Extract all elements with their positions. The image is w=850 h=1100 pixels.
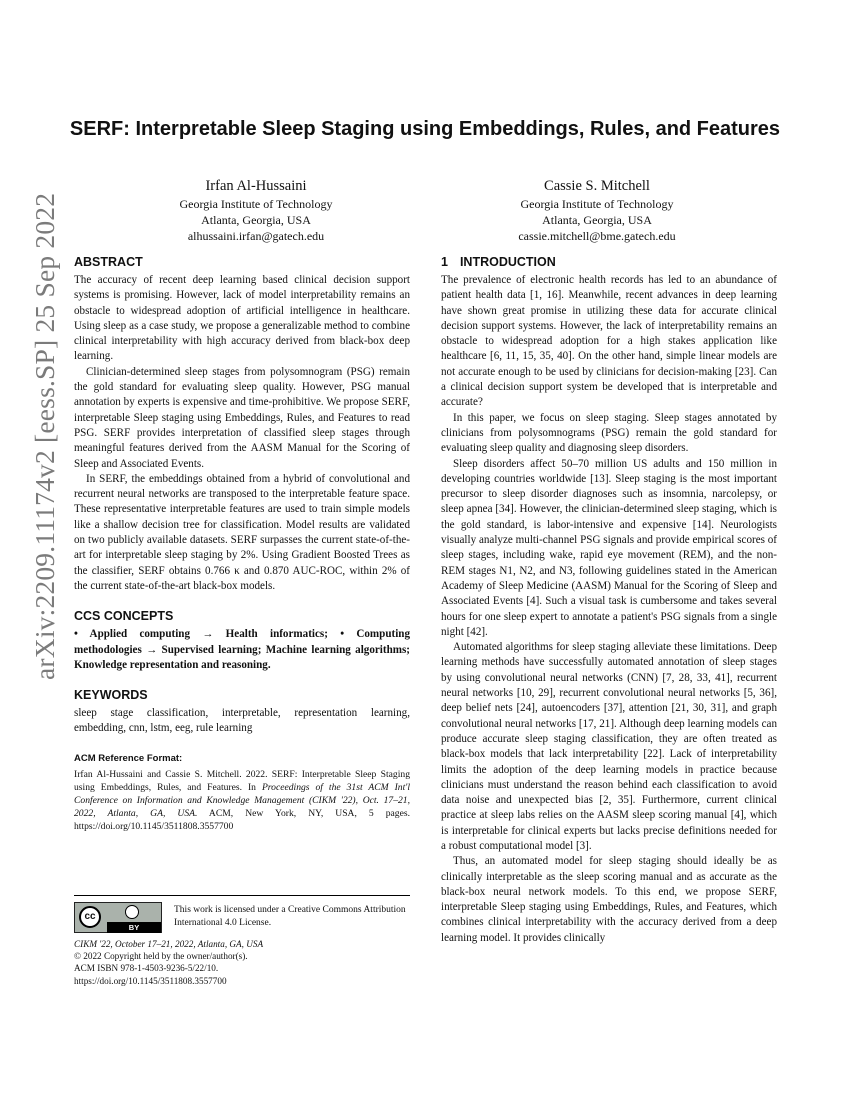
author-2 [437, 176, 757, 244]
license-text: This work is licensed under a Creative Commons Attribution International 4.0 License. [174, 905, 406, 928]
introduction-paragraph: Automated algorithms for sleep staging alleviate these limitations. Deep learning methods have successfully automated annotation of sleep stages by using convolutional neural networks (CNN) [7, 28, 33, 41], recurrent neural networks [10, 29], recurrent convolutional neural networks [5, 36], deep belief nets [24], autoencoders [37], attention [21, 30, 31], and graph convolutional neural networks [17, 21]. Although deep learning models can produce accurate sleep staging classification, they are often treated as black-box models that lack interpretability [22]. Lack of interpretability limits the adoption of the deep learning models in practice because clinicians must understand the reason behind each classification to avoid data noise and unexpected bias [2, 35]. Furthermore, current clinical practice at sleep labs relies on the AASM sleep scoring manual [4], which is interpretable for clinical experts but lacks precise definitions needed for a robust computational model [3]. [441, 641, 777, 852]
author-1 [96, 176, 416, 244]
introduction-paragraph: Thus, an automated model for sleep staging should ideally be as clinically interpretable as the sleep scoring manual and as accurate as the black-box neural network models. To this end, we propose SERF, interpretable Sleep staging using Embeddings, Rules, and Features, which combines clinical interpretability with the accuracy derived from a deep learning model. It provides clinically [441, 855, 777, 944]
abstract-heading: ABSTRACT [74, 255, 143, 269]
author-affiliation: Georgia Institute of Technology [520, 197, 674, 211]
keywords-text: sleep stage classification, interpretable, representation learning, embedding, cnn, lstm, eeg, rule learning [74, 707, 410, 735]
author-email: cassie.mitchell@bme.gatech.edu [518, 229, 676, 243]
copyright-line: © 2022 Copyright held by the owner/author(s). [74, 951, 248, 962]
introduction-paragraph: Sleep disorders affect 50–70 million US adults and 150 million in developing countries worldwide [13]. Sleep staging is the most important precursor to sleep disorder diagnoses such as insomnia, narcolepsy, or sleep apnea [34]. However, the clinician-determined sleep staging, which is the gold standard, is labor-intensive and expensive [14]. Neurologists visually analyze multi-channel PSG signals and provide empirical scores of sleep stages, including wake, rapid eye movement (REM), and the non-REM stages N1, N2, and N3, following guidelines stated in the American Academy of Sleep Medicine (AASM) Manual for the Scoring of Sleep and Associated Events [4]. Such a visual task is cumbersome and takes several hours for one sleep expert to annotate a patient's PSG signals from a single night [42]. [441, 457, 777, 638]
introduction-paragraph: In this paper, we focus on sleep staging. Sleep stages annotated by clinicians from polysomnograms (PSG) remain the gold standard for evaluating sleep quality and diagnosing sleep disorders. [441, 411, 777, 455]
author-affiliation: Georgia Institute of Technology [179, 197, 333, 211]
isbn-line: ACM ISBN 978-1-4503-9236-5/22/10. [74, 963, 219, 974]
by-label: BY [107, 922, 161, 933]
author-name: Irfan Al-Hussaini [205, 178, 307, 194]
creative-commons-badge[interactable] [74, 902, 162, 933]
abstract-paragraph: Clinician-determined sleep stages from polysomnogram (PSG) remain the gold standard for evaluating sleep quality. However, PSG manual annotation by experts is expensive and time-prohibitive. We propose SERF, interpretable Sleep staging using Embeddings, Rules, and Features to read PSG. SERF provides interpretation of classified sleep stages through meaningful features derived from the AASM Manual for the Scoring of Sleep and Associated Events. [74, 365, 410, 470]
attribution-person-icon [125, 905, 139, 919]
abstract-paragraph: The accuracy of recent deep learning based clinical decision support systems is promising. However, lack of model interpretability remains an obstacle to widespread adoption of artificial intelligence in healthcare. Using sleep as a case study, we propose a generalizable method to combine clinical interpretability with high accuracy derived from black-box deep learning. [74, 274, 410, 363]
ccs-concepts-heading: CCS CONCEPTS [74, 609, 174, 624]
acm-reference-heading: ACM Reference Format: [74, 752, 183, 764]
author-location: Atlanta, Georgia, USA [201, 213, 311, 227]
right-column [441, 254, 777, 946]
keywords-heading: KEYWORDS [74, 688, 148, 703]
cc-logo-icon: cc [79, 906, 101, 928]
introduction-paragraph: The prevalence of electronic health records has led to an abundance of patient health data [1, 16]. Meanwhile, recent advances in deep learning have shown great promise in utilizing these data for accurate clinical decision support systems. However, the lack of interpretability remains an obstacle to widespread adoption for a high stakes application like healthcare [6, 11, 15, 35, 40]. On the other hand, simple linear models are not accurate enough to be used by clinicians for decision-making [23]. Can a clinical decision support system be developed that is interpretable and accurate? [441, 274, 777, 409]
acm-reference-text: Irfan Al-Hussaini and Cassie S. Mitchell. 2022. SERF: Interpretable Sleep Staging using Embeddings, Rules, and Features. In Proceedings of the 31st ACM Int'l Conference on Information and Knowledge Management (CIKM '22), Oct. 17–21, 2022, Atlanta, GA, USA. ACM, New York, NY, USA, 5 pages. https://doi.org/10.1145/3511808.3557700 [74, 769, 410, 833]
publication-footer [74, 938, 410, 987]
left-column [74, 254, 410, 833]
conference-line: CIKM '22, October 17–21, 2022, Atlanta, GA, USA [74, 939, 264, 949]
doi-link[interactable]: https://doi.org/10.1145/3511808.3557700 [74, 975, 227, 986]
license-block [74, 902, 410, 934]
abstract-paragraph: In SERF, the embeddings obtained from a hybrid of convolutional and recurrent neural networks are transposed to the interpretable feature space. These representative interpretable features are used to train simple models like a shallow decision tree for classification. Model results are validated on two publicly available datasets. SERF surpasses the current state-of-the-art for interpretable sleep staging by 2%. Using Gradient Boosted Trees as the classifier, SERF obtains 0.766 κ and 0.870 AUC-ROC, within 2% of the current state-of-the-art black-box models. [74, 472, 410, 592]
footnote-divider [74, 895, 410, 896]
author-location: Atlanta, Georgia, USA [542, 213, 652, 227]
author-name: Cassie S. Mitchell [544, 178, 650, 194]
paper-title: SERF: Interpretable Sleep Staging using Embeddings, Rules, and Features [69, 118, 781, 140]
introduction-heading: 1 INTRODUCTION [441, 255, 556, 269]
arxiv-identifier-stamp: arXiv:2209.11174v2 [eess.SP] 25 Sep 2022 [29, 192, 60, 680]
ccs-concepts-text: • Applied computing → Health informatics; • Computing methodologies → Supervised learning; Machine learning algorithms; Knowledge representation and reasoning. [74, 628, 410, 671]
author-email: alhussaini.irfan@gatech.edu [187, 229, 325, 243]
